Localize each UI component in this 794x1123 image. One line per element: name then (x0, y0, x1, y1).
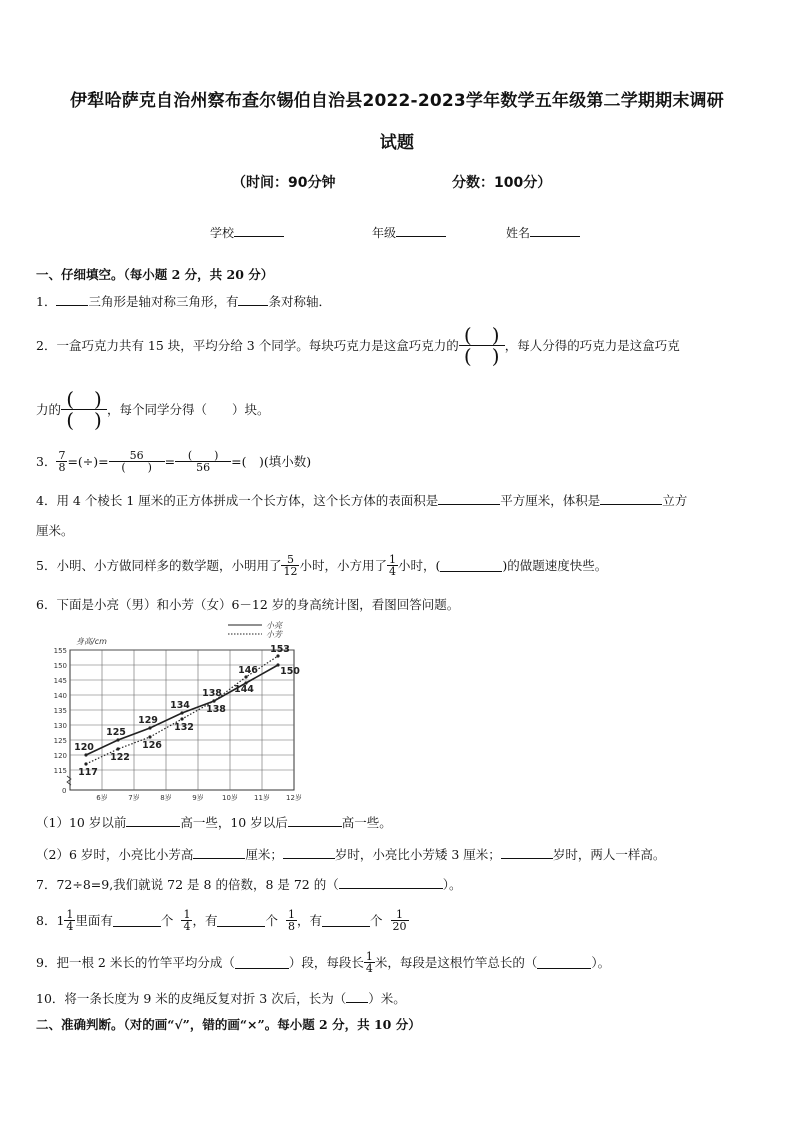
q5-blank[interactable] (440, 559, 502, 572)
data-label: 144 (234, 684, 254, 695)
q3-fraction-3: $\frac{( )}{56}$ (175, 450, 231, 473)
page-title-line2: 试题 (379, 133, 415, 153)
exam-score: 分数：100分） (452, 175, 552, 191)
q5-text-a: 5．小明、小方做同样多的数学题，小明用了 (36, 558, 282, 573)
height-line-chart (50, 620, 300, 800)
q9-fraction-1-4: $\frac{1}{4}$ (365, 949, 373, 975)
data-label: 134 (170, 700, 190, 711)
x-tick-label: 9岁 (192, 794, 204, 802)
section-2-heading: 二、准确判断。（对的画“√”，错的画“×”。每小题 2 分，共 10 分） (36, 1017, 421, 1032)
q6-2-text-a: （2）6 岁时，小亮比小芳高 (36, 847, 194, 862)
q2-text-d: ，每个同学分得（ ）块。 (107, 402, 270, 417)
question-9 (36, 944, 610, 980)
q6-1-text-c: 高一些。 (341, 815, 392, 830)
data-label: 138 (206, 704, 226, 715)
q2-text-c: 力的 (36, 402, 62, 417)
q8-text-b: 里面有 (75, 913, 113, 928)
q8-text-g: ，有 (296, 913, 322, 928)
question-7 (36, 875, 461, 893)
question-4-line2: 厘米。 (36, 523, 74, 538)
data-point (212, 699, 215, 702)
q5-fraction-1-4: $\frac{1}{4}$ (388, 552, 396, 578)
q9-text-b: ）段，每段长 (288, 955, 364, 970)
q9-text-c: 米，每段是这根竹竿总长的（ (374, 955, 538, 970)
x-tick-label: 6岁 (96, 794, 108, 802)
question-6-2 (36, 845, 665, 863)
x-tick-label: 7岁 (128, 794, 140, 802)
grade-field (372, 224, 446, 241)
q3-eq-1: =(÷)= (67, 453, 109, 469)
school-blank[interactable] (234, 224, 284, 237)
q1-blank-1[interactable] (56, 293, 88, 306)
q9-blank-2[interactable] (537, 956, 591, 969)
question-8 (36, 902, 409, 938)
name-field (506, 224, 580, 241)
q6-1-text-a: （1）10 岁以前 (36, 815, 127, 830)
q5-fraction-5-12: $\frac{5}{12}$ (283, 552, 298, 578)
question-6: 6．下面是小亮（男）和小芳（女）6－12 岁的身高统计图，看图回答问题。 (36, 597, 460, 612)
y-tick-label: 135 (53, 707, 67, 715)
y-tick-label: 115 (53, 767, 67, 775)
x-tick-label: 11岁 (254, 794, 270, 802)
page-title: 伊犁哈萨克自治州察布查尔锡伯自治县2022-2023学年数学五年级第二学期期末调研 (70, 91, 724, 111)
data-label: 138 (202, 688, 222, 699)
data-point (116, 738, 119, 741)
q1-blank-2[interactable] (238, 293, 268, 306)
question-2-line1 (36, 322, 680, 368)
legend-label: 小亮 (266, 621, 282, 630)
data-point (180, 711, 183, 714)
q4-text-c: 立方 (662, 493, 688, 508)
q3-fraction-7-8: $\frac{7}{8}$ (58, 448, 66, 474)
name-label: 姓名 (506, 226, 531, 240)
q10-text-b: ）米。 (368, 991, 406, 1006)
q10-blank[interactable] (346, 990, 368, 1003)
data-point (180, 717, 183, 720)
y-tick-label: 140 (53, 692, 67, 700)
data-point (84, 762, 87, 765)
q8-fraction-1-20: $\frac{1}{20}$ (392, 907, 407, 933)
q3-fraction-2: $\frac{56}{( )}$ (109, 450, 165, 473)
grade-blank[interactable] (396, 224, 446, 237)
data-label: 150 (280, 666, 300, 677)
q5-text-b: 小时，小方用了 (299, 558, 387, 573)
y-tick-label: 150 (53, 662, 67, 670)
q8-mixed-fraction: $\frac{1}{4}$ (66, 907, 74, 933)
q4-blank-2[interactable] (600, 492, 662, 505)
data-point (116, 747, 119, 750)
legend-label: 小芳 (266, 630, 282, 639)
q8-whole: 8．1 (36, 913, 65, 928)
q3-eq-2: = (164, 453, 176, 469)
q4-blank-1[interactable] (438, 492, 500, 505)
y-tick-label: 125 (53, 737, 67, 745)
q1-text-a: 三角形是轴对称三角形，有 (88, 294, 239, 309)
q8-text-e: ，有 (192, 913, 218, 928)
q7-text-a: 7．72÷8=9,我们就说 72 是 8 的倍数，8 是 72 的（ (36, 877, 339, 892)
q6-2-blank-1[interactable] (193, 846, 245, 859)
question-5 (36, 548, 607, 582)
data-label: 120 (74, 742, 94, 753)
question-6-1 (36, 813, 392, 831)
q6-1-text-b: 高一些，10 岁以后 (180, 815, 288, 830)
q8-blank-3[interactable] (322, 914, 370, 927)
q6-1-blank-1[interactable] (126, 814, 180, 827)
q8-text-h: 个 (369, 913, 383, 928)
data-point (148, 726, 151, 729)
q9-blank-1[interactable] (235, 956, 289, 969)
question-4-line1 (36, 491, 687, 509)
data-label: 146 (238, 665, 258, 676)
q2-text-a: 2．一盒巧克力共有 15 块，平均分给 3 个同学。每块巧克力是这盒巧克力的 (36, 338, 459, 353)
origin-label: 0 (62, 787, 67, 795)
data-label: 125 (106, 727, 126, 738)
q9-text-a: 9．把一根 2 米长的竹竿平均分成（ (36, 955, 235, 970)
question-10 (36, 989, 406, 1007)
q6-2-blank-2[interactable] (283, 846, 335, 859)
data-label: 117 (78, 767, 98, 778)
q4-text-a: 4．用 4 个棱长 1 厘米的正方体拼成一个长方体，这个长方体的表面积是 (36, 493, 439, 508)
y-tick-label: 120 (53, 752, 67, 760)
q8-text-f: 个 (265, 913, 278, 928)
q3-tail: =( )(填小数) (231, 454, 312, 469)
data-label: 126 (142, 740, 162, 751)
question-1 (36, 292, 331, 310)
school-field (210, 224, 284, 241)
q2-fraction-1: $\frac{( )}{( )}$ (459, 325, 505, 366)
q5-text-c: 小时，( (397, 558, 441, 573)
q1-text-b: 条对称轴． (268, 294, 331, 309)
q6-2-text-d: 岁时，两人一样高。 (552, 847, 666, 862)
question-2-line2 (36, 386, 270, 432)
q1-number: 1． (36, 294, 57, 309)
q6-2-text-c: 岁时，小亮比小芳矮 3 厘米； (334, 847, 501, 862)
name-blank[interactable] (530, 224, 580, 237)
y-tick-label: 155 (53, 647, 67, 655)
x-tick-label: 10岁 (222, 794, 238, 802)
school-label: 学校 (210, 226, 235, 240)
x-tick-label: 8岁 (160, 794, 172, 802)
q2-fraction-2: $\frac{( )}{( )}$ (61, 389, 107, 430)
q4-text-b: 平方厘米，体积是 (500, 493, 601, 508)
section-1-heading: 一、仔细填空。（每小题 2 分，共 20 分） (36, 267, 274, 282)
q8-fraction-1-4: $\frac{1}{4}$ (183, 907, 191, 933)
q7-blank[interactable] (339, 876, 443, 889)
q7-text-b: ）。 (442, 877, 462, 892)
data-label: 129 (138, 715, 158, 726)
exam-time: （时间：90分钟 (232, 175, 336, 191)
q8-blank-2[interactable] (217, 914, 265, 927)
q6-2-blank-3[interactable] (501, 846, 553, 859)
data-label: 153 (270, 644, 290, 655)
grade-label: 年级 (372, 226, 397, 240)
data-point (84, 753, 87, 756)
y-tick-label: 130 (53, 722, 67, 730)
y-axis-label: 身高/cm (76, 637, 107, 646)
q3-number: 3． (36, 454, 57, 469)
q2-text-b: ，每人分得的巧克力是这盒巧克 (504, 338, 680, 353)
q6-2-text-b: 厘米； (245, 847, 283, 862)
data-label: 122 (110, 752, 130, 763)
q10-text-a: 10．将一条长度为 9 米的皮绳反复对折 3 次后，长为（ (36, 991, 347, 1006)
q5-text-d: )的做题速度快些。 (502, 558, 608, 573)
q8-blank-1[interactable] (113, 914, 161, 927)
y-tick-label: 145 (53, 677, 67, 685)
x-tick-label: 12岁 (286, 794, 302, 802)
q6-1-blank-2[interactable] (288, 814, 342, 827)
q8-fraction-1-8: $\frac{1}{8}$ (287, 907, 295, 933)
question-3 (36, 444, 311, 478)
q9-text-e: ）。 (591, 955, 611, 970)
data-point (148, 735, 151, 738)
data-label: 132 (174, 722, 194, 733)
q8-text-c: 个 (160, 913, 174, 928)
